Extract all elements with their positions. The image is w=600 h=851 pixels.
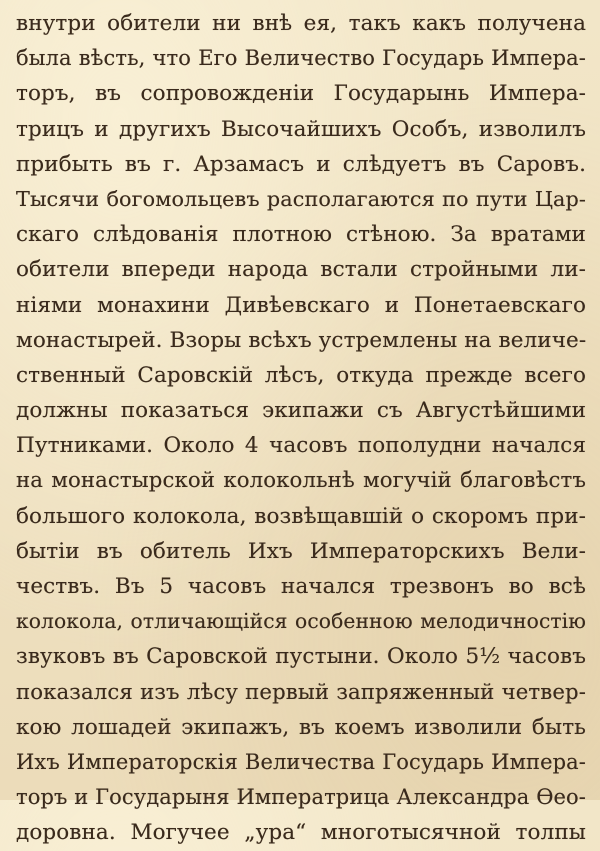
text-line: колокола, отличающійся особенною мелодичностію [16,609,586,634]
text-line: ніями монахини Дивѣевскаго и Понетаевскаго [16,292,586,318]
text-line: доровна. Могучее „ура“ многотысячной толпы [16,820,586,846]
text-line: прибыть въ г. Арзамасъ и слѣдуетъ въ Саровъ. [16,151,586,177]
text-line: на монастырской колокольнѣ могучій благовѣстъ [16,468,586,494]
text-line: торъ и Государыня Императрица Александра Ѳео- [16,785,586,810]
text-line: Путниками. Около 4 часовъ пополудни начался [16,433,586,459]
text-line: большого колокола, возвѣщавшій о скоромъ при- [16,503,586,529]
text-line: Ихъ Императорскія Величества Государь Импера- [16,749,586,774]
text-line: торъ, въ сопровожденіи Государынь Импера- [16,81,586,107]
text-line: чествъ. Въ 5 часовъ начался трезвонъ во всѣ [16,574,586,599]
text-line: показался изъ лѣсу первый запряженный четвер- [16,679,586,705]
text-line: Тысячи богомольцевъ располагаются по пути Цар- [16,186,586,211]
text-line: кою лошадей экипажъ, въ коемъ изволили быть [16,714,586,740]
text-line: скаго слѣдованія плотною стѣною. За вратами [16,222,586,248]
text-line: обители впереди народа встали стройными ли- [16,257,586,283]
text-line: была вѣсть, что Его Величество Государь Импера- [16,46,586,71]
text-line: звуковъ въ Саровской пустыни. Около 5½ часовъ [16,644,586,670]
text-line: должны показаться экипажи съ Августѣйшими [16,398,586,424]
text-line: монастырей. Взоры всѣхъ устремлены на величе- [16,327,586,353]
text-line: трицъ и другихъ Высочайшихъ Особъ, изволилъ [16,116,586,142]
text-line: внутри обители ни внѣ ея, такъ какъ получена [16,11,586,36]
paragraph-text [16,6,586,851]
text-line: ственный Саровскій лѣсъ, откуда прежде всего [16,362,586,388]
text-line: бытіи въ обитель Ихъ Императорскихъ Вели- [16,538,586,564]
